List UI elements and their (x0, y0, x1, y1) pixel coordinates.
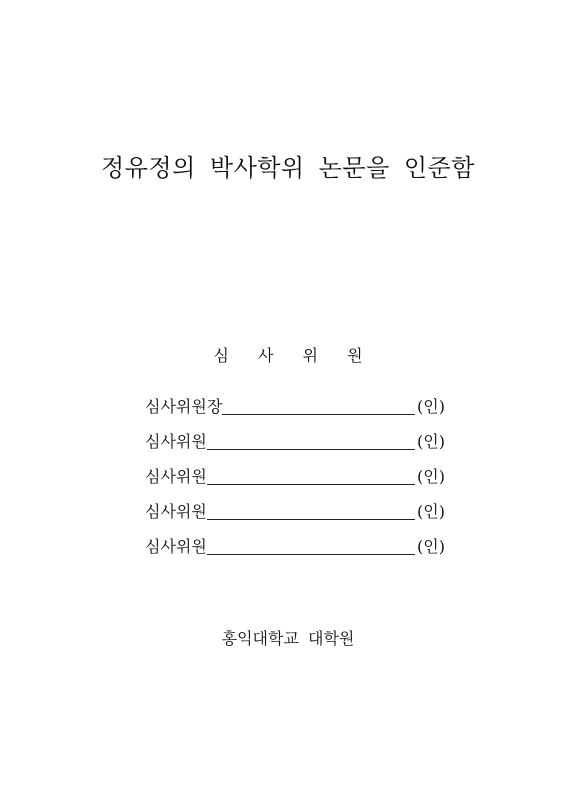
document-title: 정유정의 박사학위 논문을 인준함 (101, 154, 475, 182)
signature-row-member (145, 464, 445, 499)
signature-role-label: 심사위원 (145, 502, 207, 521)
signature-row-member (145, 499, 445, 534)
university-name: 홍익대학교 대학원 (221, 629, 355, 648)
seal-mark: (인) (417, 502, 445, 521)
signature-line (207, 429, 415, 450)
seal-mark: (인) (417, 397, 445, 416)
seal-mark: (인) (417, 537, 445, 556)
signature-list (145, 394, 445, 569)
signature-row-member (145, 534, 445, 569)
signature-role-label: 심사위원 (145, 467, 207, 486)
signature-role-label: 심사위원장 (145, 397, 223, 416)
signature-line (207, 499, 415, 520)
signature-row-member (145, 429, 445, 464)
seal-mark: (인) (417, 432, 445, 451)
signature-role-label: 심사위원 (145, 432, 207, 451)
committee-heading: 심 사 위 원 (213, 346, 363, 365)
signature-role-label: 심사위원 (145, 537, 207, 556)
signature-line (207, 534, 415, 555)
signature-row-chair (145, 394, 445, 429)
signature-line (207, 464, 415, 485)
signature-line (222, 394, 415, 415)
seal-mark: (인) (417, 467, 445, 486)
